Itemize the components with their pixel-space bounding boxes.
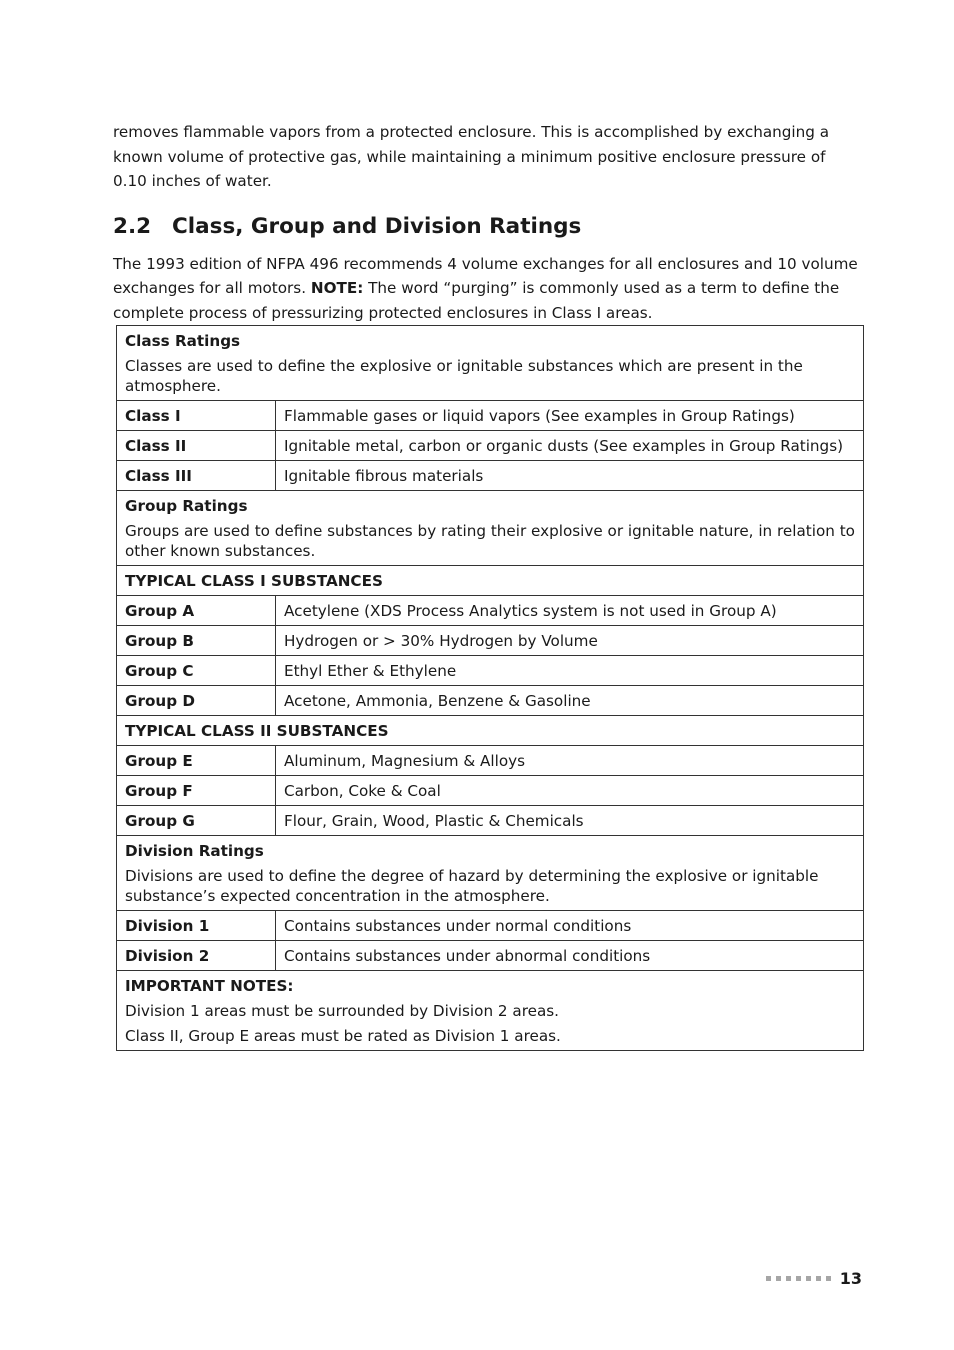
important-notes-title: IMPORTANT NOTES: [125,977,294,995]
row-label: Class I [117,401,276,431]
footer-dot [776,1276,781,1281]
section-paragraph-part1: The 1993 edition of NFPA 496 recommends 4 volume exchanges for all enclosures and 10 volume exchanges for all motors. [113,254,858,297]
section-paragraph-part2: The word “purging” is commonly used as a term to define the complete process of pressurizing protected enclosures in Class I areas. [113,279,840,322]
row-value: Flammable gases or liquid vapors (See examples in Group Ratings) [276,401,864,431]
table-row [117,461,864,491]
footer-dot [766,1276,771,1281]
ratings-table [116,325,864,1051]
section-title: Class, Group and Division Ratings [172,213,582,239]
footer-dot [806,1276,811,1281]
table-row [117,401,864,431]
footer-dot [786,1276,791,1281]
table-row [117,806,864,836]
table-row [117,656,864,686]
row-value: Acetone, Ammonia, Benzene & Gasoline [276,686,864,716]
group-ratings-title: Group Ratings [125,497,248,515]
page-number: 13 [839,1269,862,1288]
row-value: Acetylene (XDS Process Analytics system is not used in Group A) [276,596,864,626]
table-row [117,596,864,626]
section-paragraph [113,252,864,326]
class1-substances-heading: TYPICAL CLASS I SUBSTANCES [117,566,864,596]
row-label: Group F [117,776,276,806]
row-label: Group G [117,806,276,836]
class1-substances-row [117,566,864,596]
row-value: Aluminum, Magnesium & Alloys [276,746,864,776]
class-ratings-header-row [117,326,864,401]
division-ratings-title: Division Ratings [125,842,264,860]
group-ratings-header-row [117,491,864,566]
footer-dots-decoration [766,1276,831,1281]
page-footer [766,1269,862,1288]
row-label: Group E [117,746,276,776]
row-label: Group B [117,626,276,656]
important-note-line: Class II, Group E areas must be rated as Division 1 areas. [125,1027,561,1045]
division-ratings-description: Divisions are used to define the degree of hazard by determining the explosive or ignitable substance’s expected concentration in the atmosphere. [125,867,819,905]
class2-substances-row [117,716,864,746]
footer-dot [816,1276,821,1281]
table-row [117,776,864,806]
section-number: 2.2 [113,213,152,239]
table-row [117,941,864,971]
row-label: Group A [117,596,276,626]
row-label: Group C [117,656,276,686]
group-ratings-description: Groups are used to define substances by rating their explosive or ignitable nature, in relation to other known substances. [125,522,855,560]
class-ratings-title: Class Ratings [125,332,241,350]
table-row [117,431,864,461]
row-value: Carbon, Coke & Coal [276,776,864,806]
row-label: Division 1 [117,911,276,941]
row-value: Ignitable metal, carbon or organic dusts (See examples in Group Ratings) [276,431,864,461]
row-value: Ignitable fibrous materials [276,461,864,491]
table-row [117,626,864,656]
table-row [117,911,864,941]
row-value: Contains substances under normal conditions [276,911,864,941]
row-value: Ethyl Ether & Ethylene [276,656,864,686]
footer-dot [796,1276,801,1281]
row-value: Hydrogen or > 30% Hydrogen by Volume [276,626,864,656]
class-ratings-cell [117,326,864,401]
row-label: Group D [117,686,276,716]
class2-substances-heading: TYPICAL CLASS II SUBSTANCES [117,716,864,746]
row-label: Class II [117,431,276,461]
intro-paragraph: removes flammable vapors from a protected enclosure. This is accomplished by exchanging a known volume of protective gas, while maintaining a minimum positive enclosure pressure of 0.10 inches of water. [113,123,830,190]
footer-dot [826,1276,831,1281]
important-note-line: Division 1 areas must be surrounded by Division 2 areas. [125,1002,559,1020]
row-label: Division 2 [117,941,276,971]
row-value: Flour, Grain, Wood, Plastic & Chemicals [276,806,864,836]
section-heading [113,212,864,242]
table-row [117,686,864,716]
row-value: Contains substances under abnormal conditions [276,941,864,971]
class-ratings-description: Classes are used to define the explosive or ignitable substances which are present in the atmosphere. [125,357,803,395]
important-notes-cell [117,971,864,1051]
page-content [113,120,864,1051]
division-ratings-header-row [117,836,864,911]
note-label: NOTE: [310,279,364,297]
division-ratings-cell [117,836,864,911]
table-row [117,746,864,776]
group-ratings-cell [117,491,864,566]
row-label: Class III [117,461,276,491]
important-notes-row [117,971,864,1051]
